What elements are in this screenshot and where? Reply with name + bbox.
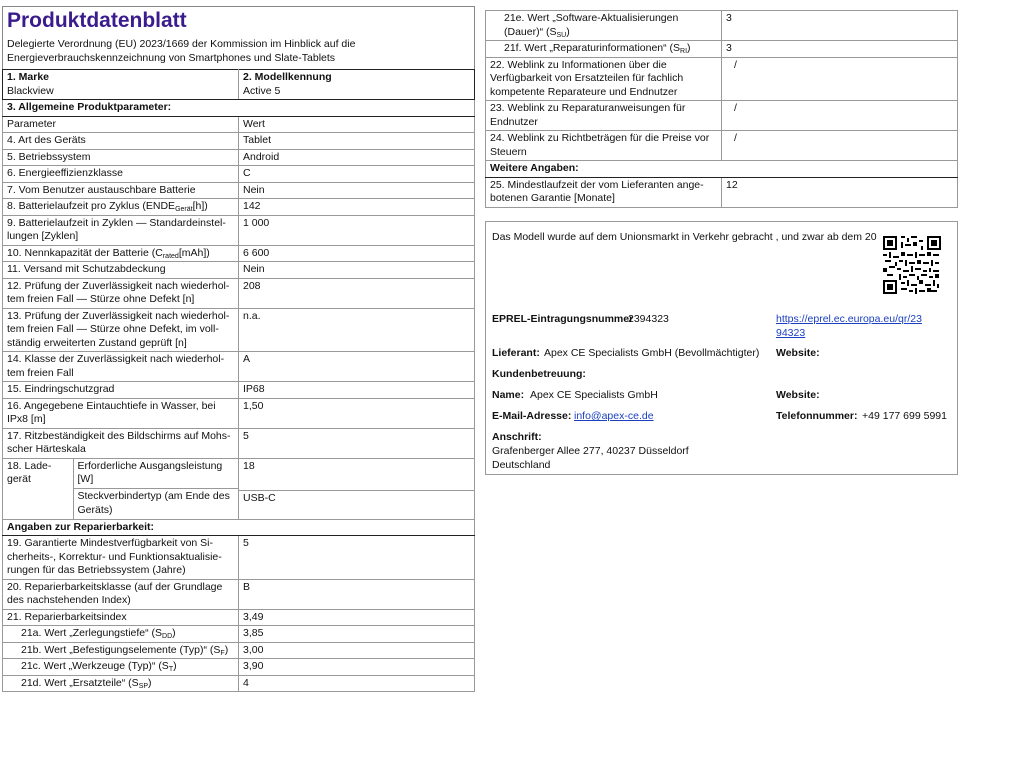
param-name: 14. Klasse der Zuverlässigkeit nach wiederhol-tem freien Fall (3, 352, 239, 382)
sub-post: ) (687, 42, 691, 54)
sub-sub: DD (162, 633, 173, 640)
table-row (3, 215, 475, 245)
sub-pre: 21d. Wert „Ersatzteile“ (S (21, 676, 139, 689)
repair-name: 21. Reparierbarkeitsindex (3, 609, 239, 626)
repair-name: 19. Garantierte Mindestverfügbarkeit von Si-cherheits-, Korrektur- und Funktionsaktualisie-rungen für das Betriebssystem (Jahre) (3, 536, 239, 580)
param-name: 15. Eindringschutzgrad (3, 382, 239, 399)
qr-code-icon[interactable] (883, 236, 941, 294)
website-label-2: Website: (776, 389, 820, 401)
charger-connector-label: Steckverbindertyp (am Ende des Geräts) (77, 490, 230, 516)
table-row (3, 398, 475, 428)
param-header-name: Parameter (3, 116, 239, 133)
sub-post: ) (172, 627, 176, 639)
subtitle: Delegierte Verordnung (EU) 2023/1669 der Kommission im Hinblick auf die Energieverbrauchskennzeichnung von Smartphones und Slate-Tablets (7, 38, 356, 64)
param-value: 6 600 (239, 245, 475, 262)
table-row (3, 182, 475, 199)
sub-sub: T (168, 666, 174, 673)
weblink-name: 22. Weblink zu Informationen über die Verfügbarkeit von Ersatzteilen für fachlich kompetente Reparateure und Endnutzer (486, 57, 722, 101)
p10-sub: rated (162, 252, 179, 260)
param-value: Tablet (239, 133, 475, 150)
repair-value: B (239, 579, 475, 609)
sub-post: ) (566, 25, 570, 38)
weblink-value: / (722, 57, 958, 101)
param-value: n.a. (239, 308, 475, 352)
warranty-value: 12 (722, 177, 958, 207)
model-value: Active 5 (243, 84, 281, 97)
repair-continued-table (485, 10, 958, 208)
table-row (3, 382, 475, 399)
sub-index-value: 4 (239, 675, 475, 692)
market-text: Das Modell wurde auf dem Unionsmarkt in Verkehr gebracht , und zwar ab dem 20 (492, 231, 877, 243)
table-row (3, 149, 475, 166)
table-row (486, 11, 958, 41)
p8-pre: 8. Batterielaufzeit pro Zyklus (ENDE (7, 200, 176, 212)
sub-post: ) (148, 676, 152, 689)
charger-connector-value: USB-C (243, 491, 276, 504)
table-row (486, 101, 958, 131)
sub-index-name (3, 626, 239, 643)
eprel-link-line2: 94323 (776, 326, 806, 339)
param-name: 9. Batterielaufzeit in Zyklen — Standardeinstel-lungen [Zyklen] (3, 215, 239, 245)
param-value: 1,50 (239, 398, 475, 428)
table-row (3, 626, 475, 643)
repair-value: 3,49 (239, 609, 475, 626)
param-value: A (239, 352, 475, 382)
email-label: E-Mail-Adresse: (492, 410, 572, 422)
phone-label: Telefonnummer: (776, 410, 858, 422)
p10-post: [mAh]) (178, 246, 210, 259)
param-name: 17. Ritzbeständigkeit des Bildschirms auf Mohs-scher Härteskala (3, 428, 239, 458)
website-label: Website: (776, 347, 820, 359)
repair-header: Angaben zur Reparierbarkeit: (3, 519, 475, 536)
charger-output-label: Erforderliche Ausgangsleistung [W] (73, 459, 238, 489)
param-name: 16. Angegebene Eintauchtiefe in Wasser, bei IPx8 [m] (3, 398, 239, 428)
brand-label: 1. Marke (7, 71, 50, 83)
model-label: 2. Modellkennung (243, 71, 332, 83)
sub-index-name (3, 642, 239, 659)
sub-index-name (486, 11, 722, 41)
customer-service-label: Kundenbetreuung: (492, 368, 586, 380)
param-name: 12. Prüfung der Zuverlässigkeit nach wiederhol-tem freien Fall — Stürze ohne Defekt [n] (3, 278, 239, 308)
table-row (3, 536, 475, 580)
table-row (486, 131, 958, 161)
product-table (2, 69, 475, 692)
repair-name: 20. Reparierbarkeitsklasse (auf der Grundlage des nachstehenden Index) (3, 579, 239, 609)
page-title: Produktdatenblatt (7, 9, 187, 32)
param-name: 4. Art des Geräts (3, 133, 239, 150)
param-name: 11. Versand mit Schutzabdeckung (3, 262, 239, 279)
param-name: 5. Betriebssystem (3, 149, 239, 166)
sub-index-name (3, 659, 239, 676)
sub-sub: SP (138, 682, 149, 690)
table-row (3, 659, 475, 676)
table-row (3, 308, 475, 352)
sub-index-name (3, 675, 239, 692)
weblink-name: 23. Weblink zu Reparaturanweisungen für Endnutzer (486, 101, 722, 131)
eprel-link-line1: https://eprel.ec.europa.eu/qr/23 (776, 313, 922, 325)
sub-pre: 21b. Wert „Befestigungselemente (Typ)“ (S (21, 643, 221, 656)
table-row (3, 428, 475, 458)
table-row (3, 116, 475, 133)
param-value: 1 000 (239, 215, 475, 245)
table-row (3, 199, 475, 216)
sub-sub: F (220, 649, 225, 657)
further-header: Weitere Angaben: (486, 161, 958, 178)
weblink-name: 24. Weblink zu Richtbeträgen für die Preise vor Steuern (486, 131, 722, 161)
param-name: 6. Energieeffizienzklasse (3, 166, 239, 183)
param-value: 208 (239, 278, 475, 308)
table-row (486, 161, 958, 178)
table-row (486, 41, 958, 58)
table-row (3, 519, 475, 536)
address-line2: Deutschland (492, 459, 551, 471)
table-row (3, 642, 475, 659)
sub-post: ) (224, 643, 229, 656)
table-row (3, 100, 475, 117)
email-link[interactable]: info@apex-ce.de (574, 410, 654, 422)
table-row (3, 133, 475, 150)
table-row (3, 70, 475, 100)
left-column (2, 6, 475, 692)
table-row (486, 57, 958, 101)
table-row (3, 609, 475, 626)
sub-index-value: 3 (722, 41, 958, 58)
address-label: Anschrift: (492, 431, 542, 443)
param-header-value: Wert (239, 116, 475, 133)
charger-label: 18. Lade-gerät (3, 459, 73, 519)
sub-index-value: 3,85 (239, 626, 475, 643)
param-value: Nein (239, 182, 475, 199)
supplier-label: Lieferant: (492, 347, 540, 359)
sub-sub: SU (556, 31, 567, 39)
name-value: Apex CE Specialists GmbH (530, 389, 658, 401)
address-line1: Grafenberger Allee 277, 40237 Düsseldorf (492, 445, 689, 457)
warranty-name: 25. Mindestlaufzeit der vom Lieferanten ange-botenen Garantie [Monate] (486, 177, 722, 207)
param-value: C (239, 166, 475, 183)
param-name (3, 245, 239, 262)
general-header: 3. Allgemeine Produktparameter: (3, 100, 475, 117)
table-row (3, 166, 475, 183)
param-value: 142 (239, 199, 475, 216)
eprel-link[interactable] (776, 313, 922, 340)
repair-value: 5 (239, 536, 475, 580)
p10-pre: 10. Nennkapazität der Batterie (C (7, 246, 163, 259)
table-row (3, 579, 475, 609)
table-row (486, 177, 958, 207)
sub-sub: RI (680, 48, 688, 55)
sub-pre: 21e. Wert „Software-Aktualisierungen (Dauer)“ (S (504, 12, 679, 38)
sub-pre: 21f. Wert „Reparaturinformationen“ (S (504, 42, 681, 54)
sub-pre: 21c. Wert „Werkzeuge (Typ)“ (S (21, 660, 169, 672)
brand-value: Blackview (7, 84, 54, 97)
eprel-number: 2394323 (628, 313, 669, 325)
supplier-info-box (485, 221, 958, 475)
phone-value: +49 177 699 5991 (862, 410, 947, 422)
weblink-value: / (722, 131, 958, 161)
param-value: IP68 (239, 382, 475, 399)
table-row (3, 458, 475, 519)
sub-pre: 21a. Wert „Zerlegungstiefe“ (S (21, 627, 163, 639)
sub-index-name (486, 41, 722, 58)
param-value: Android (239, 149, 475, 166)
param-value: Nein (239, 262, 475, 279)
weblink-value: / (722, 101, 958, 131)
p8-post: [h]) (192, 200, 208, 212)
name-label: Name: (492, 389, 525, 401)
table-row (3, 245, 475, 262)
p8-sub: Gerät (175, 206, 193, 213)
eprel-label: EPREL-Eintragungsnummer (492, 313, 634, 325)
sub-index-value: 3 (722, 11, 958, 41)
param-name: 13. Prüfung der Zuverlässigkeit nach wiederhol-tem freien Fall — Stürze ohne Defekt, im voll-ständig erweiterten Zustand geprüft [n] (3, 308, 239, 352)
supplier-value: Apex CE Specialists GmbH (Bevollmächtigter) (544, 347, 760, 359)
param-name: 7. Vom Benutzer austauschbare Batterie (3, 182, 239, 199)
charger-output-value: 18 (239, 459, 474, 491)
param-value: 5 (239, 428, 475, 458)
table-row (3, 262, 475, 279)
title-box (2, 6, 475, 69)
sub-post: ) (173, 660, 177, 672)
sub-index-value: 3,90 (239, 659, 475, 676)
param-name (3, 199, 239, 216)
table-row (3, 352, 475, 382)
right-top-column (485, 10, 958, 208)
table-row (3, 278, 475, 308)
table-row (3, 675, 475, 692)
sub-index-value: 3,00 (239, 642, 475, 659)
